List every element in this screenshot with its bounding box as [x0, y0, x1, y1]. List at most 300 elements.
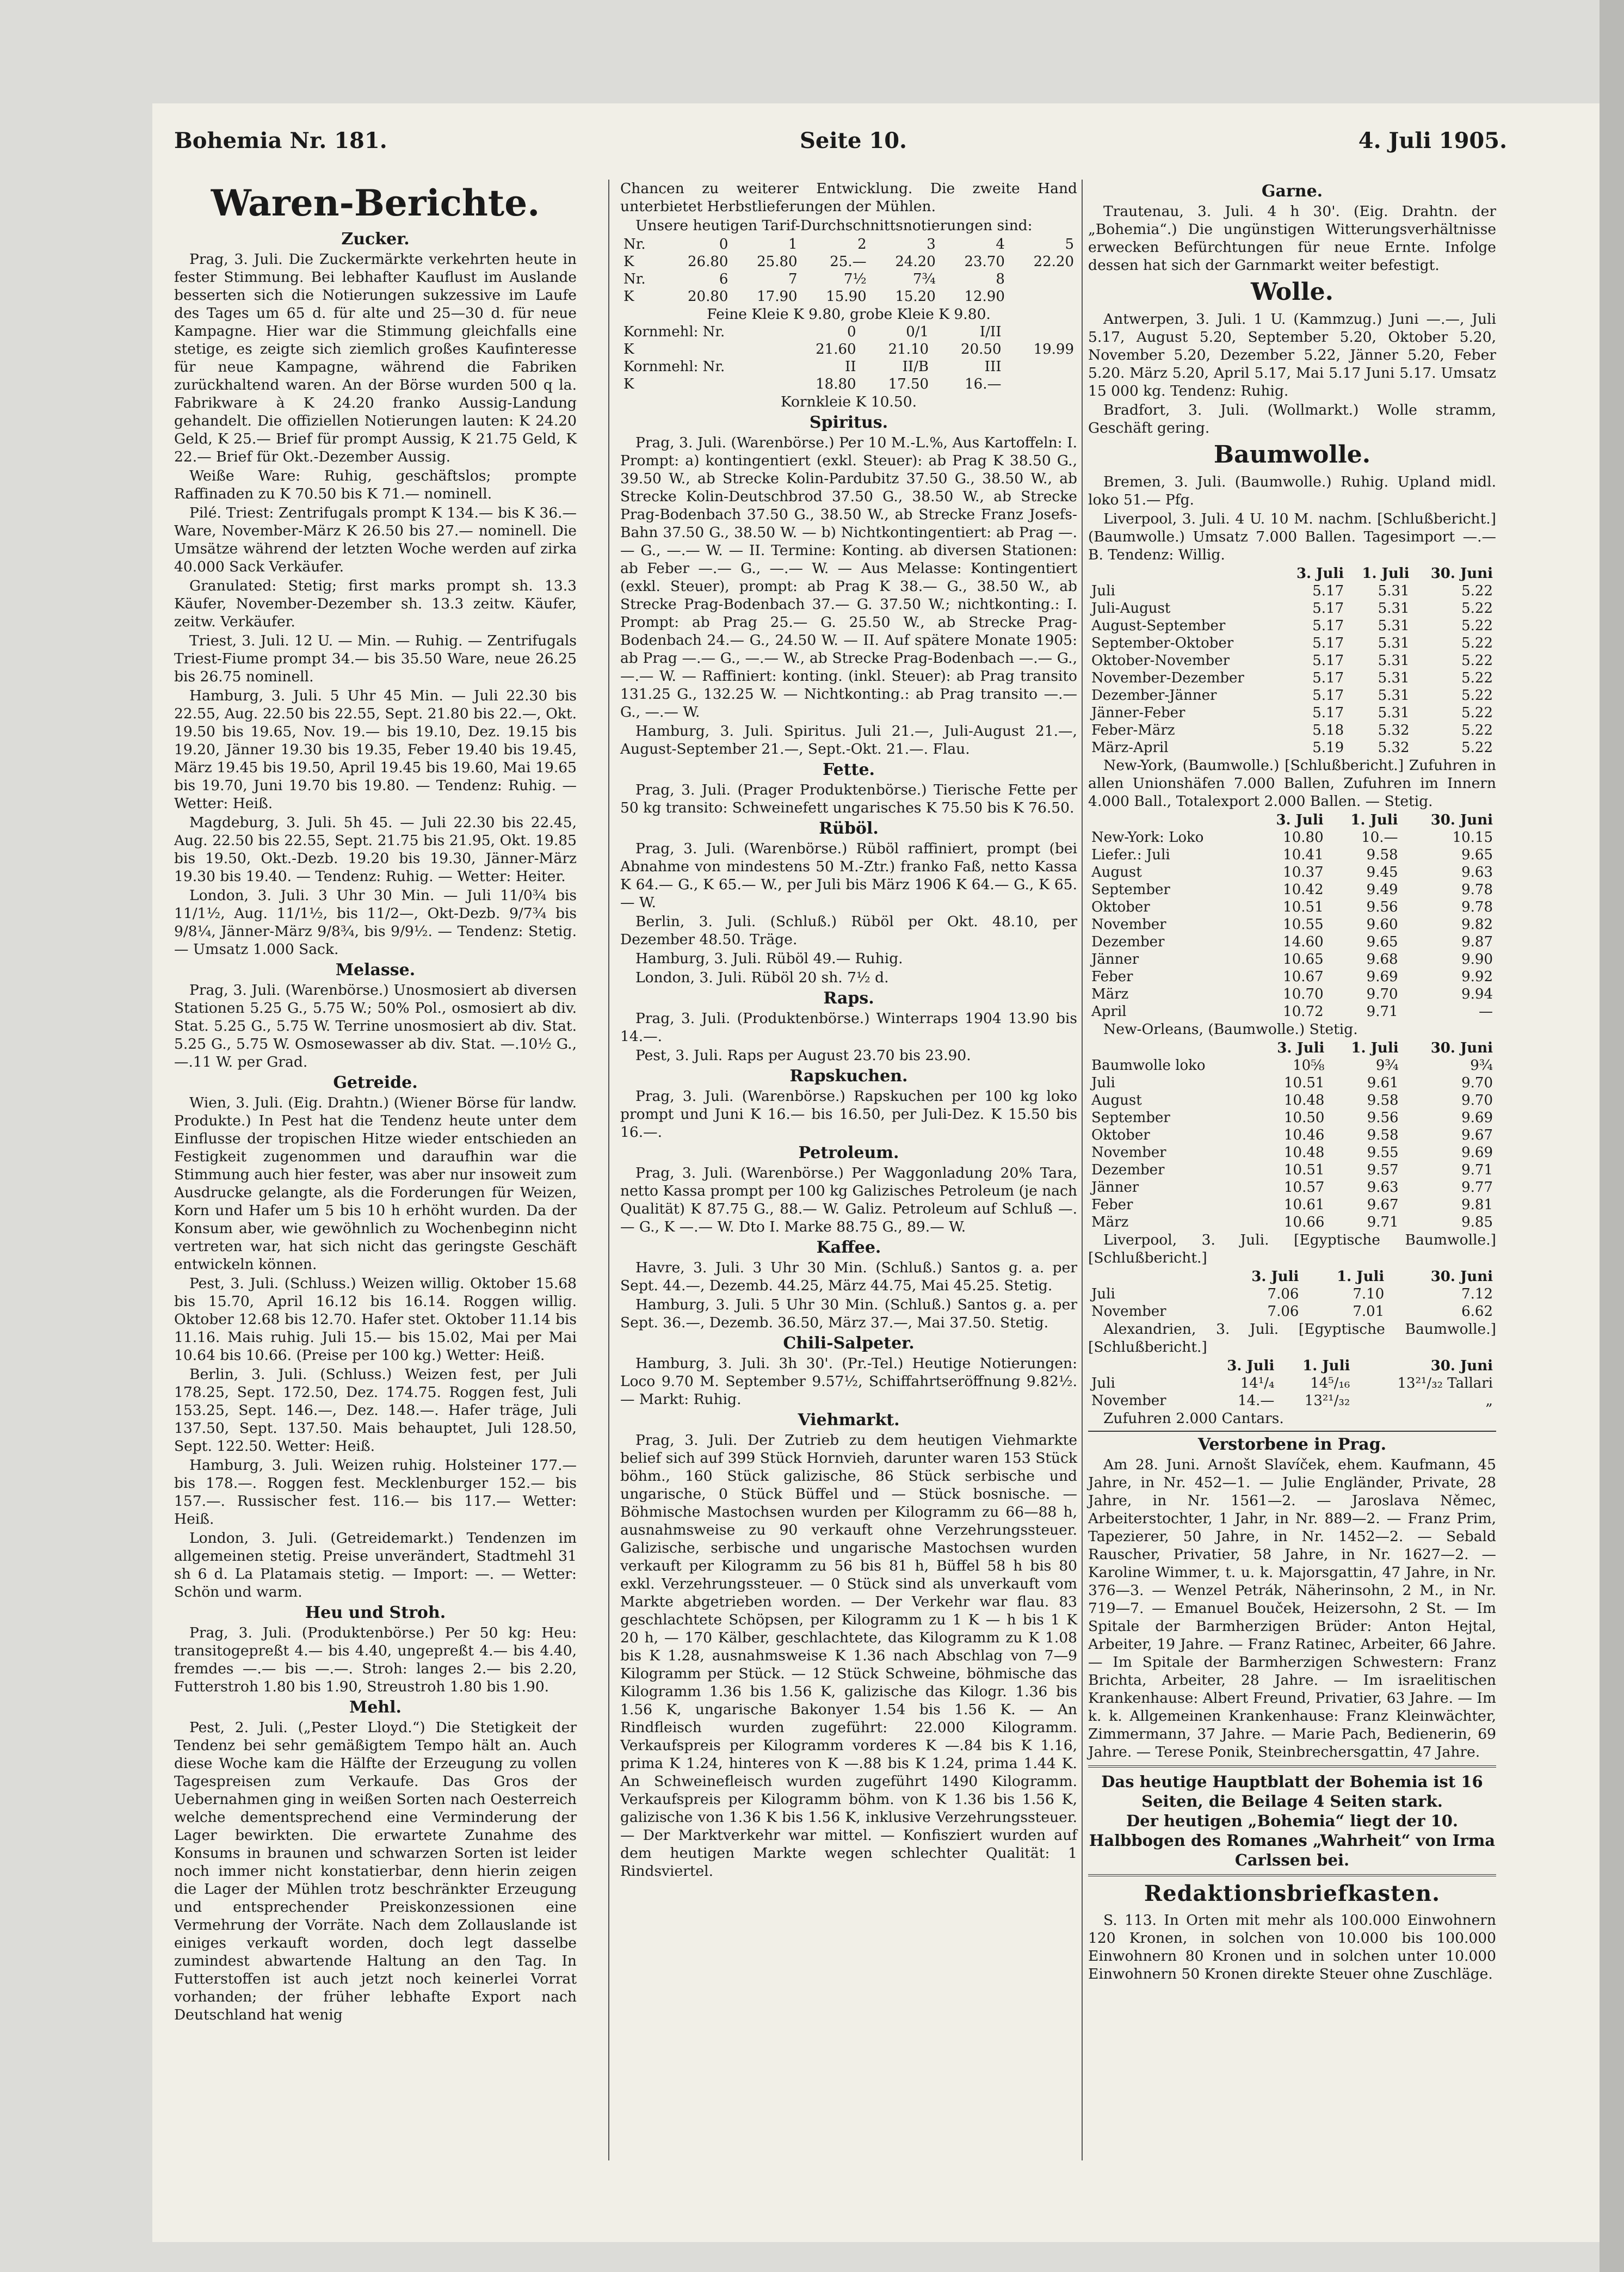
table-cell: 15.90	[826, 288, 867, 305]
table-cell: 10.—	[1361, 829, 1398, 846]
table-cell: November	[1091, 1393, 1166, 1409]
table-cell: 5.22	[1461, 687, 1493, 704]
table-cell: 7.06	[1267, 1286, 1299, 1302]
table-row	[1088, 652, 1496, 669]
table-cell: 18.80	[816, 376, 856, 392]
table-header-cell	[1088, 1268, 1217, 1285]
table-row	[1088, 739, 1496, 756]
spiritus-prag: Prag, 3. Juli. (Warenbörse.) Per 10 M.-L.%, Aus Kartoffeln: I. Prompt: a) kontingentiert (exkl. Steuer): ab Prag K 38.50 G., 39.50 W., ab Strecke Kolin-Pardubitz 37.50 G., 38.50 W., ab Strecke Kolin-Deutschbrod 37.50 G., 38.50 W., ab Strecke Prag-Bodenbach 37.50 G., 38.50 W., ab Strecke Franz Josefs-Bahn 37.50 G., 38.50 W. — b) Nichtkontingentiert: ab Prag —.— G., —.— W. — II. Termine: Konting. ab diversen Stationen: ab Feber —.— G., —.— W. — Aus Melasse: Kontingentiert (exkl. Steuer), prompt: ab Prag K 38.— G., 38.50 W., ab Strecke Prag-Bodenbach 37.— G. 37.50 W.; nichtkonting.: I. Prompt: ab Prag 25.— G. 25.50 W., ab Strecke Prag-Bodenbach 24.— G., 24.50 W. — II. Auf spätere Monate 1905: ab Prag —.— G., —.— W., ab Strecke Prag-Bodenbach —.— G., —.— W. — Raffiniert: konting. (inkl. Steuer): ab Prag transito 131.25 G., 132.25 W. — Nichtkonting.: ab Prag transito —.— G., —.— W.	[620, 434, 1077, 721]
table-cell: I/II	[979, 324, 1002, 340]
table-cell: 9¾	[1375, 1057, 1399, 1074]
table-cell: 5.17	[1312, 687, 1344, 704]
table-cell: Feber	[1091, 969, 1133, 985]
table-cell: Nr.	[623, 236, 646, 253]
table-cell: 9.69	[1366, 969, 1398, 985]
fette-report: Prag, 3. Juli. (Prager Produktenbörse.) Tierische Fette per 50 kg transito: Schweinefett ungarisches K 75.50 bis K 76.50.	[620, 781, 1077, 816]
liverpool-table	[1088, 565, 1496, 756]
table-cell: 5.18	[1312, 722, 1344, 738]
table-row	[1088, 986, 1496, 1003]
table-cell: 13²¹/₃₂ Tallari	[1397, 1375, 1493, 1391]
table-cell: 10.66	[1283, 1214, 1325, 1230]
table-header-cell	[1088, 565, 1282, 582]
table-cell: Oktober	[1091, 1127, 1150, 1143]
table-header-cell: 1. Juli	[1362, 565, 1410, 582]
raps-prag: Prag, 3. Juli. (Produktenbörse.) Winterraps 1904 13.90 bis 14.—.	[620, 1010, 1077, 1045]
garne-report: Trautenau, 3. Juli. 4 h 30'. (Eig. Drahtn. der „Bohemia“.) Die ungünstigen Witterungsverhältnisse erwecken Befürchtungen für neue Ernte. Infolge dessen hat sich der Garnmarkt weiter befestigt.	[1088, 203, 1496, 274]
table-cell: 12.90	[964, 288, 1005, 305]
table-cell: 5.22	[1461, 652, 1493, 669]
table-header-cell: 30. Juni	[1430, 1358, 1493, 1374]
table-header-cell: 3. Juli	[1227, 1358, 1275, 1374]
table-header-cell: 1. Juli	[1302, 1358, 1350, 1374]
divider	[1088, 1431, 1496, 1432]
table-cell: 5.31	[1378, 635, 1410, 651]
rueboel-hamburg: Hamburg, 3. Juli. Rüböl 49.— Ruhig.	[635, 950, 903, 967]
table-row	[1088, 1375, 1496, 1392]
table-header-cell: 3. Juli	[1251, 1269, 1299, 1285]
table-cell: Juli	[1091, 583, 1115, 599]
table-row	[620, 341, 1077, 358]
table-cell: 5	[1065, 236, 1074, 253]
table-cell	[1008, 288, 1077, 305]
table-cell: 9.45	[1366, 864, 1398, 881]
table-cell: Kornmehl: Nr.	[623, 324, 725, 340]
verstorbene-list: Am 28. Juni. Arnošt Slavíček, ehem. Kaufmann, 45 Jahre, in Nr. 452—1. — Julie Engländer, Private, 28 Jahre, in Nr. 1561—2. — Jaroslava Němec, Arbeiterstochter, 1 Jahr, in Nr. 889—2. — Franz Prim, Tapezierer, 50 Jahre, in Nr. 1452—2. — Sebald Rauscher, Privatier, 58 Jahre, in Nr. 1627—2. — Karoline Wimmer, t. u. k. Majorsgattin, 47 Jahre, in Nr. 376—3. — Wenzel Petrák, Näherinsohn, 2 M., in Nr. 719—7. — Emanuel Bouček, Heizersohn, 2 St. — Im Spitale der Barmherzigen Brüder: Anton Hejtal, Arbeiter, 19 Jahre. — Franz Ratinec, Arbeiter, 66 Jahre. — Im Spitale der Barmherzigen Schwestern: Franz Brichta, Arbeiter, 28 Jahre. — Im israelitischen Krankenhause: Albert Freund, Privatier, 63 Jahre. — Im k. k. Allgemeinen Krankenhause: Franz Kleinwächter, Zimmermann, 37 Jahre. — Marie Pach, Bedienerin, 69 Jahre. — Terese Ponik, Steinbrechersgattin, 47 Jahre.	[1088, 1456, 1496, 1760]
table-row	[1088, 1179, 1496, 1196]
table-cell: Feber	[1091, 1197, 1133, 1213]
table-cell: 14.60	[1283, 934, 1324, 950]
table-cell: 5.22	[1461, 635, 1493, 651]
page-header	[174, 128, 1507, 161]
table-cell: Liefer.: Juli	[1091, 847, 1170, 863]
table-cell: 5.22	[1461, 583, 1493, 599]
table-header-cell	[1088, 811, 1252, 829]
table-row	[1088, 617, 1496, 635]
table-cell: 9.61	[1367, 1075, 1399, 1091]
baumwolle-bremen: Bremen, 3. Juli. (Baumwolle.) Ruhig. Upland midl. loko 51.— Pfg.	[1088, 473, 1496, 508]
table-header-cell: 30. Juni	[1430, 565, 1493, 582]
table-header-row	[1088, 565, 1496, 582]
wolle-bradfort: Bradfort, 3. Juli. (Wollmarkt.) Wolle stramm, Geschäft gering.	[1088, 402, 1496, 436]
table-cell: 10.80	[1283, 829, 1324, 846]
table-cell: September	[1091, 882, 1170, 898]
table-row	[1088, 687, 1496, 704]
table-cell: 7.06	[1267, 1303, 1299, 1320]
table-cell: 5.31	[1378, 583, 1410, 599]
table-row	[1088, 1144, 1496, 1161]
table-cell: 8	[996, 271, 1005, 287]
rueboel-berlin: Berlin, 3. Juli. (Schluß.) Rüböl per Okt. 48.10, per Dezember 48.50. Träge.	[620, 913, 1077, 948]
section-title: Waren-Berichte.	[211, 182, 540, 224]
table-cell: 10.50	[1283, 1110, 1325, 1126]
table-cell: 7½	[843, 271, 867, 287]
table-cell: 9.81	[1461, 1197, 1493, 1213]
table-cell: September-Oktober	[1091, 635, 1234, 651]
table-cell: 14¹/₄	[1240, 1375, 1275, 1391]
table-cell: 7.10	[1353, 1286, 1385, 1302]
table-cell: 16.—	[965, 376, 1002, 392]
getreide-hamburg: Hamburg, 3. Juli. Weizen ruhig. Holsteiner 177.— bis 178.—. Roggen fest. Mecklenburger 152.— bis 157.—. Russischer fest. 116.— bis 117.— Wetter: Heiß.	[174, 1457, 577, 1528]
table-cell: 14⁵/₁₆	[1310, 1375, 1350, 1391]
table-cell: 9¾	[1470, 1057, 1493, 1074]
table-cell: 10⅝	[1293, 1057, 1325, 1074]
mehl-report: Pest, 2. Juli. („Pester Lloyd.“) Die Stetigkeit der Tendenz bei sehr gemäßigtem Tempo hält an. Auch diese Woche kam die Hälfte der Erzeugung zu vollen Tagespreisen zum Verkaufe. Das Gros der Uebernahmen ging in weißen Sorten nach Oesterreich welche dementsprechend eine Verminderung der Lager bewirkten. Die erwartete Zunahme des Konsums in braunen und schwarzen Sorten ist leider noch immer nicht konstatierbar, denn hierin zeigen die Lager der Mühlen trotz beschränkter Erzeugung und entsprechender Preiskonzessionen eine Vermehrung der Vorräte. Nach dem Zollauslande ist einiges verkauft worden, doch legt dasselbe zumindest abwartende Haltung an den Tag. In Futterstoffen ist auch jetzt noch keinerlei Vorrat vorhanden; der früher lebhafte Export nach Deutschland hat wenig	[174, 1719, 577, 2023]
baumwolle-neworleans: New-Orleans, (Baumwolle.) Stetig.	[1103, 1021, 1358, 1038]
table-cell: 5.31	[1378, 618, 1410, 634]
table-cell: 3	[927, 236, 936, 253]
table-cell: 5.19	[1312, 740, 1344, 756]
table-cell: 10.57	[1283, 1179, 1325, 1196]
column-2	[620, 180, 1077, 1881]
table-cell: 5.17	[1312, 652, 1344, 669]
liverpool-egypt-table	[1088, 1268, 1496, 1320]
table-cell: November	[1091, 1303, 1166, 1320]
table-cell: 9.65	[1461, 847, 1493, 863]
redaktion-heading: Redaktionsbriefkasten.	[1144, 1881, 1441, 1906]
table-cell: 9.67	[1461, 1127, 1493, 1143]
wolle-antwerpen: Antwerpen, 3. Juli. 1 U. (Kammzug.) Juni —.—, Juli 5.17, August 5.20, September 5.20, Oktober 5.20, November 5.20, Dezember 5.22, Jänner 5.20, Feber 5.20. März 5.20, April 5.17, Mai 5.17 Juni 5.17. Umsatz 15 000 kg. Tendenz: Ruhig.	[1088, 311, 1496, 399]
table-cell: 5.17	[1312, 705, 1344, 721]
getreide-heading: Getreide.	[333, 1073, 418, 1092]
table-header-row	[1088, 1039, 1496, 1057]
table-header-row	[1088, 811, 1496, 829]
table-header-cell	[1088, 1357, 1202, 1375]
table-cell: 7.01	[1353, 1303, 1385, 1320]
table-row	[620, 375, 1077, 393]
table-cell: 9.58	[1367, 1092, 1399, 1109]
table-cell: 21.60	[816, 341, 856, 358]
table-cell: 9.70	[1461, 1075, 1493, 1091]
wolle-heading: Wolle.	[1251, 278, 1333, 306]
table-cell: 2	[857, 236, 867, 253]
melasse-report: Prag, 3. Juli. (Warenbörse.) Unosmosiert ab diversen Stationen 5.25 G., 5.75 W.; 50% Pol., osmosiert ab div. Stat. 5.25 G., 5.75 W. Terrine unosmosiert ab div. Stat. 5.25 G., 5.75 W. Osmosewasser ab div. Stat. —.10½ G., —.11 W. per Grad.	[174, 982, 577, 1070]
table-cell: 10.65	[1283, 951, 1324, 968]
table-row	[1088, 864, 1496, 881]
rapskuchen-report: Prag, 3. Juli. (Warenbörse.) Rapskuchen per 100 kg loko prompt und Juni K 16.— bis 16.50, per Juli-Dez. K 15.50 bis 16.—.	[620, 1088, 1077, 1141]
table-cell: Jänner	[1091, 1179, 1139, 1196]
table-cell: 0	[719, 236, 728, 253]
table-cell: 10.51	[1283, 1162, 1325, 1178]
table-cell: März-April	[1091, 740, 1169, 756]
kleie-line: Feine Kleie K 9.80, grobe Kleie K 9.80.	[707, 306, 991, 323]
table-header-cell: 1. Juli	[1350, 812, 1398, 828]
table-cell: Kornmehl: Nr.	[623, 359, 725, 375]
table-cell: 9.70	[1366, 986, 1398, 1002]
table-cell: November	[1091, 916, 1166, 933]
table-row	[1088, 1003, 1496, 1020]
table-cell: 20.80	[688, 288, 728, 305]
table-cell: III	[984, 359, 1002, 375]
table-header-row	[1088, 1268, 1496, 1285]
table-cell: 9.67	[1367, 1197, 1399, 1213]
table-cell: September	[1091, 1110, 1170, 1126]
vieh-report: Prag, 3. Juli. Der Zutrieb zu dem heutigen Viehmarkte belief sich auf 399 Stück Hornvieh, darunter waren 153 Stück böhm., 160 Stück galizische, 86 Stück serbische und ungarische, 0 Stück Büffel und — Stück bosnische. — Böhmische Mastochsen wurden per Kilogramm zu 66—88 h, ausnahmsweise zu 90 verkauft ohne Verzehrungssteuer. Galizische, serbische und ungarische Mastochsen wurden verkauft per Kilogramm zu 56 bis 81 h, Büffel 58 h bis 80 exkl. Verzehrungssteuer. — 0 Stück sind als unverkauft vom Markte abgetrieben worden. — Der Verkehr war flau. 83 geschlachtete Schöpsen, per Kilogramm zu 1 K — h bis 1 K 20 h, — 170 Kälber, geschlachtete, das Kilogramm zu K 1.08 bis K 1.28, ausnahmsweise K 1.36 nach Abschlag von 7—9 Kilogramm per Stück. — 12 Stück Schweine, böhmische das Kilogramm 1.36 bis 1.56 K, galizische das Kilogr. 1.36 bis 1.56 K, ungarische Bakonyer 1.54 bis 1.56 K. — An Rindfleisch wurden zugeführt: 22.000 Kilogramm. Verkaufspreis per Kilogramm vorderes K —.84 bis K 1.16, prima K 1.24, hinteres von K —.88 bis K 1.24, prima 1.44 K. An Schweinefleisch wurden zugeführt 1490 Kilogramm. Verkaufspreis per Kilogramm böhm. von K 1.36 bis 1.56 K, galizische von 1.36 K bis 1.56 K, inklusive Verzehrungssteuer. — Der Marktverkehr war mittel. — Konfisziert wurden auf dem heutigen Markte wegen schlechter Qualität: 1 Rindsviertel.	[620, 1432, 1077, 1880]
table-cell: 9.65	[1366, 934, 1398, 950]
table-cell: 10.37	[1283, 864, 1324, 881]
table-cell: 9.63	[1461, 864, 1493, 881]
table-cell: 5.17	[1312, 600, 1344, 617]
table-row	[1088, 846, 1496, 864]
table-cell: 10.15	[1452, 829, 1493, 846]
kaffee-heading: Kaffee.	[816, 1238, 881, 1257]
table-cell: Juli	[1091, 1075, 1115, 1091]
table-cell: 5.22	[1461, 618, 1493, 634]
table-row	[1088, 1392, 1496, 1409]
table-cell: „	[1485, 1393, 1493, 1409]
divider	[1088, 1765, 1496, 1768]
table-cell: 21.10	[888, 341, 929, 358]
getreide-berlin: Berlin, 3. Juli. (Schluss.) Weizen fest, per Juli 178.25, Sept. 172.50, Dez. 174.75. Roggen fest, Juli 153.25, Sept. 146.—, Dez. 148.—. Hafer träge, Juli 137.50, Sept. 137.50. Mais behauptet, Juli 128.50, Sept. 122.50. Wetter: Heiß.	[174, 1366, 577, 1455]
table-cell: K	[623, 288, 634, 305]
table-cell: 26.80	[688, 254, 728, 270]
baumwolle-liverpool: Liverpool, 3. Juli. 4 U. 10 M. nachm. [Schlußbericht.] (Baumwolle.) Umsatz 7.000 Ballen. Tagesimport —.— B. Tendenz: Willig.	[1088, 510, 1496, 563]
kornkleie-line: Kornkleie K 10.50.	[780, 393, 917, 410]
table-cell: 10.61	[1283, 1197, 1325, 1213]
baumwolle-heading: Baumwolle.	[1213, 441, 1371, 469]
table-row	[1088, 722, 1496, 739]
rueboel-heading: Rüböl.	[819, 819, 879, 838]
table-cell: 9.70	[1461, 1092, 1493, 1109]
alexandrien-table	[1088, 1357, 1496, 1409]
table-cell: November-Dezember	[1091, 670, 1244, 686]
table-cell: 25.80	[757, 254, 798, 270]
table-row	[620, 270, 1077, 288]
table-cell: 22.20	[1033, 254, 1074, 270]
table-cell: 17.50	[888, 376, 929, 392]
table-row	[1088, 582, 1496, 600]
table-cell: August	[1091, 1092, 1142, 1109]
table-row	[1088, 1109, 1496, 1126]
table-cell: 5.22	[1461, 705, 1493, 721]
table-cell: 5.17	[1312, 670, 1344, 686]
table-cell: 5.31	[1378, 600, 1410, 617]
mehl-continued: Chancen zu weiterer Entwicklung. Die zweite Hand unterbietet Herbstlieferungen der Mühlen.	[620, 180, 1077, 215]
table-cell: 9.71	[1461, 1162, 1493, 1178]
table-cell: Dezember	[1091, 934, 1165, 950]
table-cell: 7.12	[1461, 1286, 1493, 1302]
table-row	[1088, 951, 1496, 968]
table-cell: Baumwolle loko	[1091, 1057, 1206, 1074]
table-cell: 9.78	[1461, 882, 1493, 898]
table-cell: 9.78	[1461, 899, 1493, 915]
kornmehl-table	[620, 323, 1077, 393]
notice-novel-supplement: Der heutigen „Bohemia“ liegt der 10. Halbbogen des Romanes „Wahrheit“ von Irma Carlssen bei.	[1089, 1812, 1496, 1869]
rueboel-london: London, 3. Juli. Rüböl 20 sh. 7½ d.	[635, 969, 889, 986]
table-header-cell: 3. Juli	[1276, 812, 1324, 828]
garne-heading: Garne.	[1261, 182, 1323, 201]
table-header-cell: 3. Juli	[1296, 565, 1344, 582]
table-cell: 4	[996, 236, 1005, 253]
table-cell: August-September	[1091, 618, 1226, 634]
getreide-wien: Wien, 3. Juli. (Eig. Drahtn.) (Wiener Börse für landw. Produkte.) In Pest hat die Tendenz heute unter dem Einflusse der tropischen Hitze wieder entschieden an Festigkeit zugenommen und daraufhin war die Stimmung auch hier fester, was aber nur insoweit zum Ausdrucke gelangte, als die Forderungen für Weizen, Korn und Hafer um 5 bis 10 h erhöht wurden. Da der Konsum aber, wie gewöhnlich zu Wochenbeginn nicht vertreten war, hat sich nicht das geringste Geschäft entwickeln können.	[174, 1094, 577, 1273]
tarif-table	[620, 236, 1077, 305]
table-row	[1088, 1092, 1496, 1109]
divider	[1088, 1874, 1496, 1876]
table-cell: Oktober-November	[1091, 652, 1230, 669]
table-cell: 7	[788, 271, 798, 287]
table-header-cell: 1. Juli	[1337, 1269, 1385, 1285]
table-cell: 9.57	[1367, 1162, 1399, 1178]
table-cell: 10.51	[1283, 899, 1324, 915]
table-row	[1088, 933, 1496, 951]
table-cell: 15.20	[895, 288, 936, 305]
zucker-pile: Pilé. Triest: Zentrifugals prompt K 134.— bis K 36.— Ware, November-März K 26.50 bis 27.— nominell. Die Umsätze während der letzten Woche werden auf zirka 40.000 Sack Verkäufer.	[174, 504, 577, 575]
table-cell: 9.71	[1366, 1003, 1398, 1020]
table-cell: 10.48	[1283, 1092, 1325, 1109]
baumwolle-liverpool-egypt: Liverpool, 3. Juli. [Egyptische Baumwolle.] [Schlußbericht.]	[1088, 1232, 1496, 1266]
newyork-table	[1088, 811, 1496, 1020]
table-cell: Dezember	[1091, 1162, 1165, 1178]
table-cell: 9.68	[1366, 951, 1398, 968]
kaffee-hamburg: Hamburg, 3. Juli. 5 Uhr 30 Min. (Schluß.) Santos g. a. per Sept. 36.—, Dezemb. 36.50, März 37.—, Mai 37.50. Stetig.	[620, 1296, 1077, 1331]
table-cell: 5.32	[1378, 740, 1410, 756]
newspaper-issue: Bohemia Nr. 181.	[174, 128, 387, 153]
table-cell: Jänner-Feber	[1091, 705, 1185, 721]
heu-report: Prag, 3. Juli. (Produktenbörse.) Per 50 kg: Heu: transitogepreßt 4.— bis 4.40, ungepreßt 4.— bis 4.40, fremdes —.— bis —.—. Stroh: langes 2.— bis 2.20, Futterstroh 1.80 bis 1.90, Streustroh 1.80 bis 1.90.	[174, 1624, 577, 1695]
table-row	[1088, 1126, 1496, 1144]
alexandrien-zufuhren: Zufuhren 2.000 Cantars.	[1103, 1410, 1284, 1427]
table-header-cell: 30. Juni	[1430, 1269, 1493, 1285]
table-row	[620, 323, 1077, 341]
table-cell: 5.17	[1312, 635, 1344, 651]
table-cell: 7¾	[913, 271, 936, 287]
kaffee-havre: Havre, 3. Juli. 3 Uhr 30 Min. (Schluß.) Santos g. a. per Sept. 44.—, Dezemb. 44.25, März 44.75, Mai 45.25. Stetig.	[620, 1259, 1077, 1294]
table-cell: 5.22	[1461, 670, 1493, 686]
table-cell: 9.58	[1366, 847, 1398, 863]
zucker-prag-report: Prag, 3. Juli. Die Zuckermärkte verkehrten heute in fester Stimmung. Bei lebhafter Kauflust im Auslande besserten sich die Notierungen sukzessive im Laufe des Tages um 65 d. für alte und 25—30 d. für neue Kampagne. Hier war die Stimmung gleichfalls eine stetige, es zeigte sich ziemlich großes Kaufinteresse für neue Kampagne, während die Fabriken zurückhaltend waren. An der Börse wurden 500 q la. Fabrikware à K 24.20 franko Aussig-Landung gehandelt. Die offiziellen Notierungen lauten: K 24.20 Geld, K 25.— Brief für prompt Aussig, K 21.75 Geld, K 22.— Brief für Okt.-Dezember Aussig.	[174, 251, 577, 465]
table-cell: 17.90	[757, 288, 798, 305]
table-cell: Juli-August	[1091, 600, 1171, 617]
tarif-intro: Unsere heutigen Tarif-Durchschnittsnotierungen sind:	[635, 217, 1033, 234]
zucker-weisse-ware: Weiße Ware: Ruhig, geschäftslos; prompte Raffinaden zu K 70.50 bis K 71.— nominell.	[174, 467, 577, 502]
petroleum-heading: Petroleum.	[798, 1143, 899, 1162]
table-cell: Feber-März	[1091, 722, 1175, 738]
table-cell: 10.41	[1283, 847, 1324, 863]
table-cell: 14.—	[1238, 1393, 1275, 1409]
table-row	[620, 358, 1077, 375]
table-row	[1088, 916, 1496, 933]
table-cell: 9.87	[1461, 934, 1493, 950]
table-cell: 6.62	[1461, 1303, 1493, 1320]
verstorbene-heading: Verstorbene in Prag.	[1197, 1435, 1387, 1454]
column-rule	[608, 180, 609, 2160]
heu-heading: Heu und Stroh.	[305, 1603, 446, 1622]
table-cell	[1004, 358, 1077, 375]
table-row	[1088, 1196, 1496, 1214]
table-row	[1088, 635, 1496, 652]
table-cell: 9.71	[1367, 1214, 1399, 1230]
scan-edge	[1600, 0, 1624, 2272]
table-row	[1088, 1214, 1496, 1231]
issue-date: 4. Juli 1905.	[1358, 128, 1507, 153]
table-cell: November	[1091, 1144, 1166, 1161]
table-cell: März	[1091, 1214, 1129, 1230]
getreide-pest: Pest, 3. Juli. (Schluss.) Weizen willig. Oktober 15.68 bis 15.70, April 16.12 bis 16.14. Roggen willig. Oktober 12.68 bis 12.70. Hafer stet. Oktober 11.14 bis 11.16. Mais ruhig. Juli 15.— bis 15.02, Mai per Mai 10.64 bis 10.66. (Preise per 100 kg.) Wetter: Heiß.	[174, 1275, 577, 1364]
table-row	[620, 236, 1077, 253]
table-cell: 9.90	[1461, 951, 1493, 968]
table-cell: —	[1479, 1003, 1493, 1020]
table-cell: II	[845, 359, 856, 375]
petroleum-report: Prag, 3. Juli. (Warenbörse.) Per Waggonladung 20% Tara, netto Kassa prompt per 100 kg Galizisches Petroleum (je nach Qualität) K 87.75 G., 88.— W. Galiz. Petroleum auf Schluß —.— G., K —.— W. Dto I. Marke 88.75 G., 89.— W.	[620, 1165, 1077, 1235]
table-cell: 5.22	[1461, 600, 1493, 617]
table-row	[620, 253, 1077, 270]
redaktion-answer: S. 113. In Orten mit mehr als 100.000 Einwohnern 120 Kronen, in solchen von 10.000 bis 100.000 Einwohnern 80 Kronen und in solchen unter 10.000 Einwohnern 50 Kronen direkte Steuer ohne Zuschläge.	[1088, 1912, 1496, 1982]
table-row	[1088, 1057, 1496, 1074]
table-cell: 5.31	[1378, 652, 1410, 669]
table-cell: II/B	[902, 359, 929, 375]
table-cell	[1004, 323, 1077, 341]
baumwolle-alexandrien: Alexandrien, 3. Juli. [Egyptische Baumwolle.] [Schlußbericht.]	[1088, 1321, 1496, 1356]
table-cell: 9.58	[1367, 1127, 1399, 1143]
table-cell: 9.63	[1367, 1179, 1399, 1196]
table-cell: 25.—	[830, 254, 867, 270]
table-cell: 5.22	[1461, 740, 1493, 756]
table-cell: New-York: Loko	[1091, 829, 1204, 846]
vieh-heading: Viehmarkt.	[798, 1411, 900, 1430]
spiritus-heading: Spiritus.	[809, 413, 888, 432]
table-cell: 5.32	[1378, 722, 1410, 738]
table-row	[620, 288, 1077, 305]
rueboel-prag: Prag, 3. Juli. (Warenbörse.) Rüböl raffiniert, prompt (bei Abnahme von mindestens 50 M.-Ztr.) franko Faß, netto Kassa K 64.— G., K 65.— W., per Juli bis März 1906 K 64.— G., K 65.— W.	[620, 840, 1077, 911]
table-cell: 9.94	[1461, 986, 1493, 1002]
table-row	[1088, 1303, 1496, 1320]
table-cell: K	[623, 254, 634, 270]
table-row	[1088, 968, 1496, 986]
table-cell: Oktober	[1091, 899, 1150, 915]
zucker-heading: Zucker.	[341, 230, 410, 249]
chili-report: Hamburg, 3. Juli. 3h 30'. (Pr.-Tel.) Heutige Notierungen: Loco 9.70 M. September 9.57½, Schiffahrtseröffnung 9.82½. — Markt: Ruhig.	[620, 1355, 1077, 1408]
table-row	[1088, 881, 1496, 898]
table-row	[1088, 829, 1496, 846]
table-row	[1088, 1285, 1496, 1303]
table-cell: 10.55	[1283, 916, 1324, 933]
table-cell: 9.56	[1367, 1110, 1399, 1126]
table-row	[1088, 1161, 1496, 1179]
table-cell: K	[623, 376, 634, 392]
page-number: Seite 10.	[800, 128, 907, 153]
fette-heading: Fette.	[823, 760, 875, 779]
table-cell	[1004, 375, 1077, 393]
table-cell: 9.69	[1461, 1144, 1493, 1161]
table-cell: 0/1	[906, 324, 929, 340]
melasse-heading: Melasse.	[335, 960, 416, 980]
table-cell: 10.42	[1283, 882, 1324, 898]
table-cell: Juli	[1091, 1375, 1115, 1391]
table-row	[1088, 704, 1496, 722]
table-header-cell	[1088, 1039, 1253, 1057]
table-header-row	[1088, 1357, 1496, 1375]
column-1	[174, 180, 577, 2025]
table-cell: 19.99	[1033, 341, 1074, 358]
table-cell: 23.70	[964, 254, 1005, 270]
table-cell: 9.82	[1461, 916, 1493, 933]
zucker-granulated: Granulated: Stetig; first marks prompt sh. 13.3 Käufer, November-Dezember sh. 13.3 zeitw. Käufer, zeitw. Verkäufer.	[174, 577, 577, 630]
table-cell: 10.67	[1283, 969, 1324, 985]
table-cell: 5.17	[1312, 618, 1344, 634]
table-cell: Jänner	[1091, 951, 1139, 968]
getreide-london: London, 3. Juli. (Getreidemarkt.) Tendenzen im allgemeinen stetig. Preise unverändert, Stadtmehl 31 sh 6 d. La Platamais stetig. — Import: —. — Wetter: Schön und warm.	[174, 1530, 577, 1600]
raps-pest: Pest, 3. Juli. Raps per August 23.70 bis 23.90.	[635, 1047, 971, 1064]
table-cell: 20.50	[961, 341, 1002, 358]
table-row	[1088, 669, 1496, 687]
table-cell: 6	[719, 271, 728, 287]
table-cell: K	[623, 341, 634, 358]
table-cell: 0	[847, 324, 856, 340]
zucker-hamburg: Hamburg, 3. Juli. 5 Uhr 45 Min. — Juli 22.30 bis 22.55, Aug. 22.50 bis 22.55, Sept. 21.80 bis 22.—, Okt. 19.50 bis 19.65, Nov. 19.— bis 19.10, Dez. 19.15 bis 19.20, Jänner 19.30 bis 19.35, Feber 19.40 bis 19.45, März 19.45 bis 19.50, April 19.45 bis 19.60, Mai 19.65 bis 19.70, Juni 19.70 bis 19.80. — Tendenz: Ruhig. — Wetter: Heiß.	[174, 687, 577, 812]
column-rule	[1082, 180, 1083, 2160]
table-cell: 9.92	[1461, 969, 1493, 985]
table-cell: Juli	[1091, 1286, 1115, 1302]
